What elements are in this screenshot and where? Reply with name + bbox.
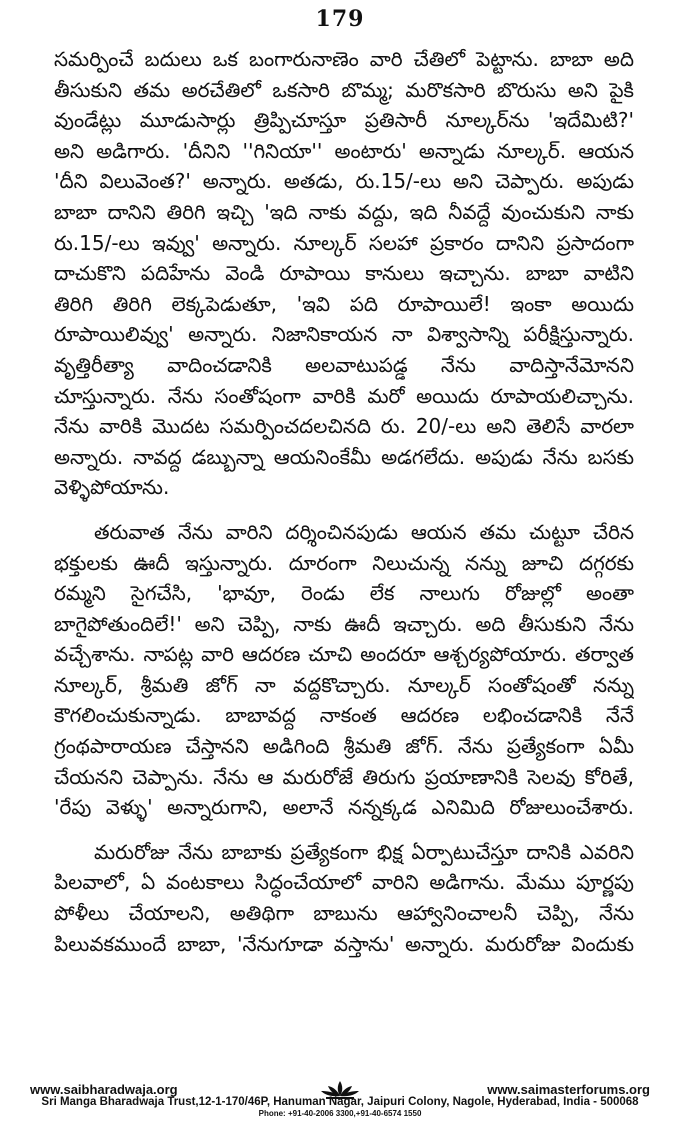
text-line: వెళ్ళిపోయాను. <box>54 475 170 500</box>
paragraph-gap <box>54 503 634 517</box>
paragraph-3 <box>54 837 634 959</box>
text-line: అని అడిగారు. 'దీనిని ''గినియా'' అంటారు' అన్నాడు నూల్కర్. ఆయన <box>54 138 634 163</box>
text-line: 'దీని విలువెంత?' అన్నారు. అతడు, రు.15/-లు అని చెప్పారు. అపుడు <box>54 169 634 194</box>
text-line: పిలువకముందే బాబా, 'నేనుగూడా వస్తాను' అన్నారు. మరురోజు విందుకు <box>54 931 634 956</box>
text-line: నూల్కర్, శ్రీమతి జోగ్ నా వద్దకొచ్చారు. నూల్కర్ సంతోషంతో నన్ను <box>54 672 634 697</box>
text-line: పోళీలు చేయాలని, అతిథిగా బాబును ఆహ్వానించాలనీ చెప్పి, నేను <box>54 901 634 926</box>
text-line: బాబా దానిని తిరిగి ఇచ్చి 'ఇది నాకు వద్దు, ఇది నీవద్దే వుంచుకుని నాకు <box>54 199 634 224</box>
body-text <box>54 44 634 959</box>
text-line: గ్రంథపారాయణ చేస్తానని అడిగింది శ్రీమతి జోగ్. నేను ప్రత్యేకంగా ఏమీ <box>54 734 634 759</box>
footer-website-link-right[interactable]: www.saimasterforums.org <box>487 1082 650 1097</box>
paragraph-2 <box>54 517 634 823</box>
footer-phone: Phone: +91-40-2006 3300,+91-40-6574 1550 <box>258 1109 422 1118</box>
text-line: నేను వారికి మొదట సమర్పించదలచినది రు. 20/-లు అని తెలిసే వారలా <box>54 414 634 439</box>
footer-address: Sri Manga Bharadwaja Trust,12-1-170/46P, Hanuman Nagar, Jaipuri Colony, Nagole, Hyderabad, India - 500068 <box>41 1096 639 1108</box>
text-line: సమర్పించే బదులు ఒక బంగారునాణెం వారి చేతిలో పెట్టాను. బాబా అది <box>54 47 634 71</box>
text-line: తరువాత నేను వారిని దర్శించినపుడు ఆయన తమ చుట్టూ చేరిన <box>94 519 634 544</box>
page-number: 179 <box>315 6 365 32</box>
text-line: దాచుకొని పదిహేను వెండి రూపాయి కానులు ఇచ్చాను. బాబా వాటిని <box>54 261 634 286</box>
text-line: చూస్తున్నారు. నేను సంతోషంగా వారికి మరో అయిదు రూపాయలిచ్చాను. <box>54 383 634 408</box>
text-line: పిలవాలో, ఏ వంటకాలు సిద్ధంచేయాలో వారిని అడిగాను. మేము పూర్ణపు <box>54 870 634 895</box>
text-line: చేయనని చెప్పాను. నేను ఆ మరురోజే తిరుగు ప్రయాణానికి సెలవు కోరితే, <box>54 764 634 789</box>
text-line: తీసుకుని తమ అరచేతిలో ఒకసారి బొమ్మ; మరొకసారి బొరుసు అని పైకి <box>54 77 634 102</box>
footer-website-link-left[interactable]: www.saibharadwaja.org <box>30 1082 178 1097</box>
text-line: తిరిగి తిరిగి లెక్కపెడుతూ, 'ఇవి పది రూపాయిలే! ఇంకా అయిదు <box>54 291 634 316</box>
text-line: రమ్మని సైగచేసి, 'భావూ, రెండు లేక నాలుగు రోజుల్లో అంతా <box>54 581 634 606</box>
text-line: 'రేపు వెళ్ళు' అన్నారుగాని, అలానే నన్నక్కడ ఎనిమిది రోజులుంచేశారు. <box>54 795 634 820</box>
text-line: బాగైపోతుందిలే!' అని చెప్పి, నాకు ఊదీ ఇచ్చారు. అది తీసుకుని నేను <box>54 611 634 636</box>
text-line: భక్తులకు ఊదీ ఇస్తున్నారు. దూరంగా నిలుచున్న నన్ను జూచి దగ్గరకు <box>54 550 634 575</box>
page-footer <box>30 1082 650 1118</box>
text-line: కౌగలించుకున్నాడు. బాబావద్ద నాకంత ఆదరణ లభించడానికి నేనే <box>54 703 634 728</box>
text-line: వచ్చేశాను. నాపట్ల వారి ఆదరణ చూచి అందరూ ఆశ్చర్యపోయారు. తర్వాత <box>54 642 634 667</box>
text-line: రు.15/-లు ఇవ్వు' అన్నారు. నూల్కర్ సలహా ప్రకారం దానిని ప్రసాదంగా <box>54 230 634 255</box>
paragraph-gap <box>54 823 634 837</box>
text-line: వృత్తిరీత్యా వాదించడానికి అలవాటుపడ్డ నేను వాదిస్తానేమోనని <box>54 352 634 377</box>
text-line: వుండేట్లు మూడుసార్లు త్రిప్పిచూస్తూ ప్రతిసారీ నూల్కర్‌ను 'ఇదేమిటి?' <box>54 108 634 133</box>
text-line: రూపాయిలివ్వు' అన్నారు. నిజానికాయన నా విశ్వాసాన్ని పరీక్షిస్తున్నారు. <box>54 322 634 347</box>
text-line: అన్నారు. నావద్ద డబ్బున్నా ఆయనింకేమీ అడగలేదు. అపుడు నేను బసకు <box>54 444 634 469</box>
text-line: మరురోజు నేను బాబాకు ప్రత్యేకంగా భిక్ష ఏర్పాటుచేస్తూ దానికి ఎవరిని <box>94 839 634 864</box>
paragraph-1 <box>54 44 634 503</box>
